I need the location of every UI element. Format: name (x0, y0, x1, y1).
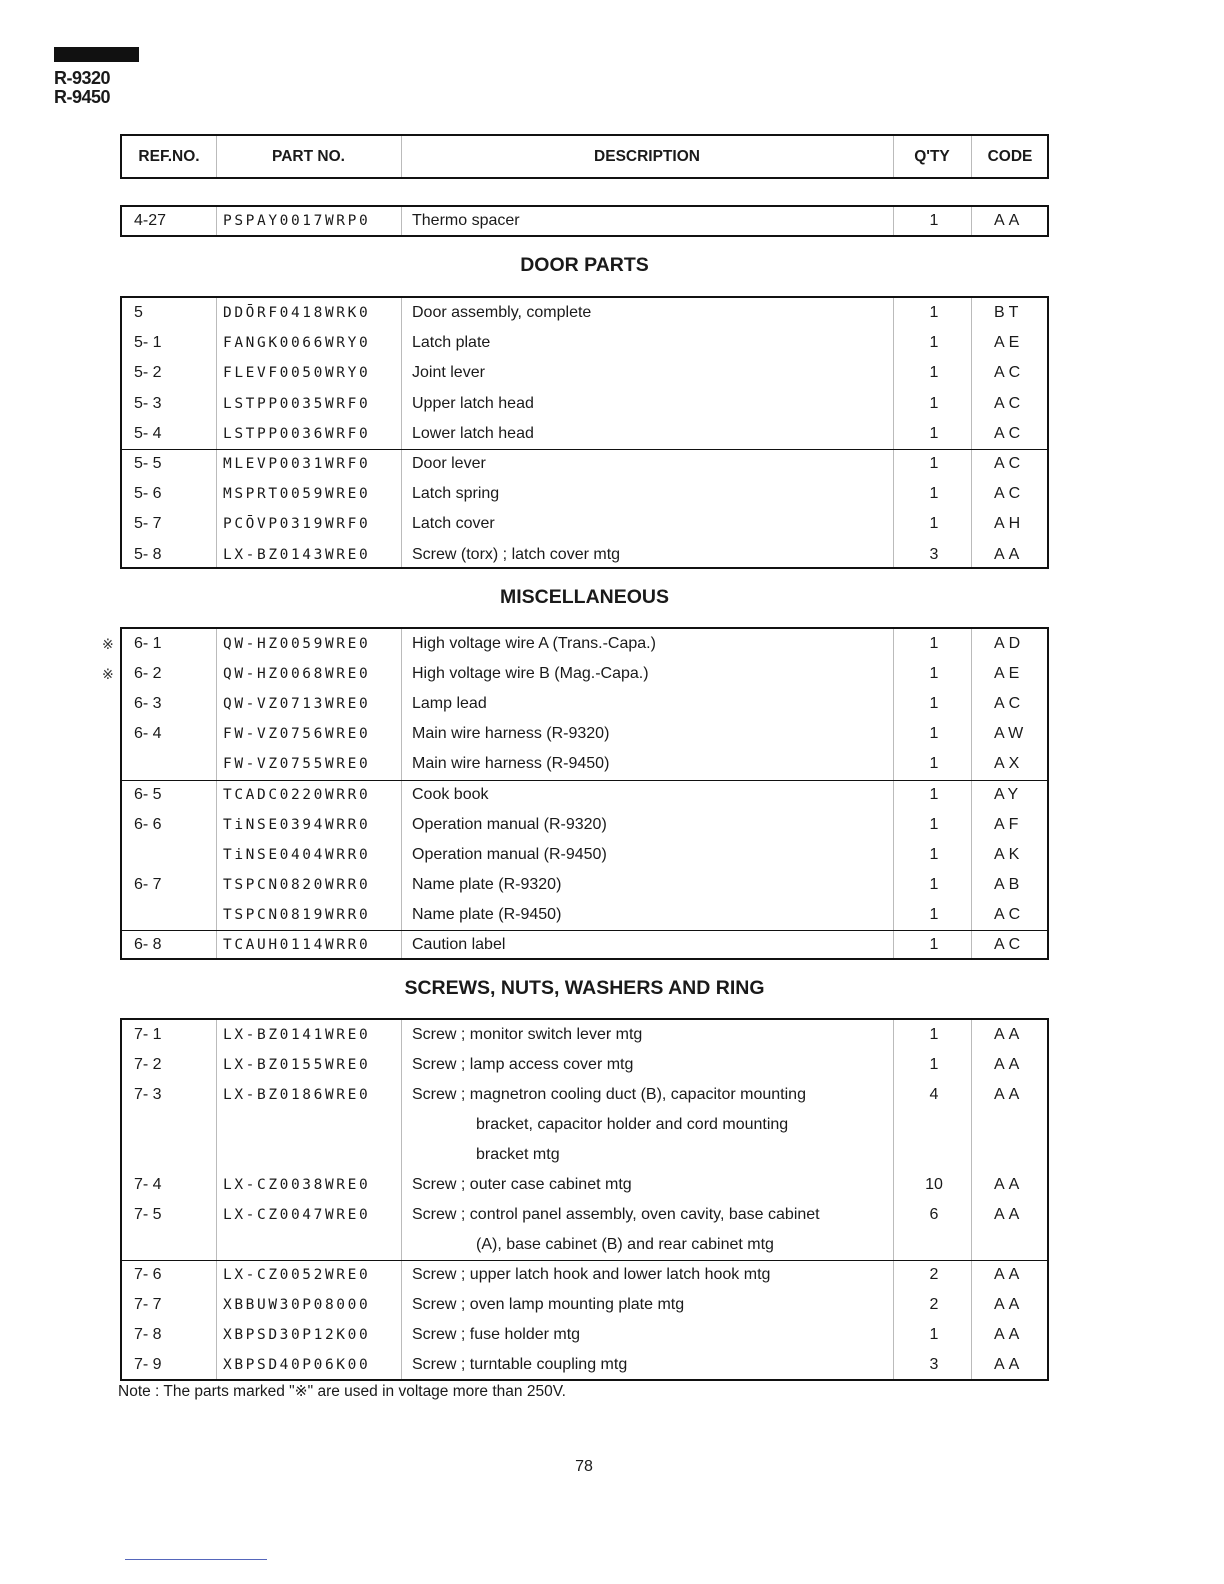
code: AC (994, 424, 1025, 442)
col-qty-header: Q'TY (914, 148, 950, 165)
description: Lower latch head (412, 424, 534, 442)
ref-no: 5- 1 (134, 334, 162, 352)
part-no: MLEVP0031WRF0 (223, 456, 371, 472)
part-no: TCAUH0114WRR0 (223, 937, 371, 953)
code: AA (994, 1206, 1024, 1223)
part-no: QW-HZ0059WRE0 (223, 636, 371, 652)
part-no: QW-VZ0713WRE0 (223, 696, 371, 713)
quantity: 2 (929, 1296, 939, 1313)
quantity: 6 (929, 1206, 939, 1223)
description: Caution label (412, 936, 506, 953)
ref-no: 6- 7 (134, 875, 162, 893)
ref-no: 6- 8 (134, 936, 162, 953)
description: bracket, capacitor holder and cord mounting (476, 1116, 789, 1133)
code: AA (994, 1266, 1024, 1283)
description: Cook book (412, 785, 489, 803)
ref-no: 5- 6 (134, 485, 162, 503)
ref-no: 4-27 (134, 212, 167, 229)
part-no: DDŌRF0418WRK0 (223, 305, 371, 321)
code: AX (994, 755, 1024, 773)
table-top (120, 205, 1049, 237)
part-no: XBBUW30P08000 (223, 1297, 371, 1313)
quantity: 1 (929, 635, 939, 652)
quantity: 1 (929, 1026, 939, 1043)
part-no: TSPCN0819WRR0 (223, 906, 371, 923)
part-no: LX-CZ0052WRE0 (223, 1267, 371, 1283)
ref-no: 6- 4 (134, 725, 162, 743)
quantity: 1 (929, 334, 939, 352)
description: Main wire harness (R-9450) (412, 755, 610, 773)
code: AE (994, 334, 1024, 352)
col-ref-header: REF.NO. (138, 148, 200, 165)
part-no: TSPCN0820WRR0 (223, 876, 371, 893)
description: Lamp lead (412, 695, 487, 713)
code: AC (994, 394, 1025, 412)
description: Latch plate (412, 334, 491, 352)
quantity: 1 (929, 665, 939, 683)
quantity: 1 (929, 485, 939, 503)
code: AB (994, 875, 1024, 893)
ref-no: 5- 2 (134, 364, 162, 382)
part-no: XBPSD40P06K00 (223, 1357, 371, 1373)
code: AA (994, 1326, 1024, 1343)
description: Operation manual (R-9320) (412, 815, 607, 833)
description: High voltage wire A (Trans.-Capa.) (412, 635, 656, 652)
part-no: LX-BZ0141WRE0 (223, 1027, 371, 1043)
ref-no: 5- 8 (134, 545, 162, 563)
description: High voltage wire B (Mag.-Capa.) (412, 665, 649, 683)
bottom-rule (125, 1559, 267, 1560)
part-no: PCŌVP0319WRF0 (223, 516, 371, 533)
ref-no: 7- 2 (134, 1056, 162, 1073)
quantity: 3 (929, 545, 939, 563)
ref-no: 6- 3 (134, 695, 162, 713)
part-no: LX-BZ0186WRE0 (223, 1087, 371, 1103)
header-black-bar (54, 47, 139, 62)
part-no: FW-VZ0756WRE0 (223, 726, 371, 743)
description: Screw (torx) ; latch cover mtg (412, 545, 621, 563)
quantity: 1 (929, 755, 939, 773)
description: Name plate (R-9450) (412, 905, 562, 923)
code: AC (994, 936, 1025, 953)
ref-no: 6- 5 (134, 785, 162, 803)
part-no: LX-BZ0155WRE0 (223, 1057, 371, 1073)
quantity: 1 (929, 905, 939, 923)
description: Screw ; fuse holder mtg (412, 1326, 581, 1343)
code: AA (994, 545, 1024, 563)
part-no: TiNSE0404WRR0 (223, 846, 371, 863)
quantity: 1 (929, 304, 939, 321)
code: AW (994, 725, 1028, 743)
description: Screw ; lamp access cover mtg (412, 1056, 634, 1073)
section-title-door-parts: DOOR PARTS (520, 254, 649, 276)
ref-no: 7- 8 (134, 1326, 162, 1343)
ref-no: 7- 5 (134, 1206, 162, 1223)
ref-no: 7- 4 (134, 1176, 162, 1193)
model-number-1: R-9320 (54, 68, 111, 88)
section-title-screws: SCREWS, NUTS, WASHERS AND RING (404, 977, 765, 999)
part-no: LX-BZ0143WRE0 (223, 546, 371, 563)
code: AA (994, 1356, 1024, 1373)
quantity: 1 (929, 785, 939, 803)
ref-no: 7- 3 (134, 1086, 162, 1103)
code: AA (994, 1296, 1024, 1313)
quantity: 1 (929, 815, 939, 833)
ref-no: 7- 1 (134, 1026, 162, 1043)
col-code-header: CODE (987, 148, 1033, 165)
part-no: XBPSD30P12K00 (223, 1327, 371, 1343)
column-header (120, 134, 1049, 179)
code: AC (994, 455, 1025, 472)
code: AC (994, 364, 1025, 382)
description: Operation manual (R-9450) (412, 845, 607, 863)
part-no: LSTPP0035WRF0 (223, 395, 371, 412)
part-no: MSPRT0059WRE0 (223, 486, 371, 503)
code: AE (994, 665, 1024, 683)
part-no: LX-CZ0047WRE0 (223, 1207, 371, 1223)
description: Screw ; outer case cabinet mtg (412, 1176, 632, 1193)
part-no: FANGK0066WRY0 (223, 335, 371, 352)
code: AA (994, 212, 1024, 229)
quantity: 1 (929, 394, 939, 412)
quantity: 1 (929, 455, 939, 472)
page-number: 78 (575, 1458, 593, 1475)
quantity: 4 (929, 1086, 939, 1103)
description: Screw ; turntable coupling mtg (412, 1356, 628, 1373)
code: BT (994, 304, 1023, 321)
description: Latch cover (412, 515, 495, 533)
description: Screw ; monitor switch lever mtg (412, 1026, 643, 1043)
description: Thermo spacer (412, 212, 520, 229)
part-no: TiNSE0394WRR0 (223, 816, 371, 833)
model-number-2: R-9450 (54, 87, 111, 107)
quantity: 1 (929, 936, 939, 953)
door-parts-table (120, 296, 1049, 569)
code: AH (994, 515, 1025, 533)
part-no: FLEVF0050WRY0 (223, 365, 371, 382)
ref-no: 6- 6 (134, 815, 162, 833)
description: Screw ; oven lamp mounting plate mtg (412, 1296, 685, 1313)
code: AK (994, 845, 1024, 863)
code: AD (994, 635, 1025, 652)
code: AA (994, 1026, 1024, 1043)
description: Screw ; control panel assembly, oven cavity, base cabinet (412, 1206, 820, 1223)
part-no: TCADC0220WRR0 (223, 786, 371, 803)
quantity: 1 (929, 695, 939, 713)
ref-no: 5 (134, 304, 143, 321)
description: Door lever (412, 455, 486, 472)
quantity: 1 (929, 212, 939, 229)
col-part-header: PART NO. (272, 148, 345, 165)
ref-no: 5- 3 (134, 394, 162, 412)
quantity: 3 (929, 1356, 939, 1373)
code: AA (994, 1056, 1024, 1073)
description: Door assembly, complete (412, 304, 592, 321)
description: Joint lever (412, 364, 485, 382)
part-no: QW-HZ0068WRE0 (223, 666, 371, 683)
code: AA (994, 1086, 1024, 1103)
description: Screw ; magnetron cooling duct (B), capacitor mounting (412, 1086, 806, 1103)
voltage-mark: ※ (102, 636, 114, 652)
screws-table (120, 1018, 1049, 1381)
ref-no: 6- 1 (134, 635, 162, 652)
code: AC (994, 905, 1025, 923)
code: AA (994, 1176, 1024, 1193)
miscellaneous-table (102, 627, 1049, 960)
part-no: PSPAY0017WRP0 (223, 213, 371, 229)
quantity: 1 (929, 725, 939, 743)
ref-no: 7- 6 (134, 1266, 162, 1283)
part-no: FW-VZ0755WRE0 (223, 756, 371, 773)
ref-no: 7- 7 (134, 1296, 162, 1313)
description: (A), base cabinet (B) and rear cabinet mtg (476, 1236, 774, 1253)
quantity: 1 (929, 364, 939, 382)
quantity: 1 (929, 1326, 939, 1343)
col-desc-header: DESCRIPTION (594, 148, 700, 165)
quantity: 10 (925, 1176, 943, 1193)
section-title-miscellaneous: MISCELLANEOUS (499, 586, 669, 608)
quantity: 1 (929, 845, 939, 863)
quantity: 1 (929, 1056, 939, 1073)
description: Name plate (R-9320) (412, 875, 562, 893)
part-no: LX-CZ0038WRE0 (223, 1177, 371, 1193)
code: AF (994, 815, 1023, 833)
code: AC (994, 695, 1025, 713)
footnote: Note : The parts marked "※" are used in voltage more than 250V. (118, 1383, 566, 1400)
description: Main wire harness (R-9320) (412, 725, 610, 743)
ref-no: 5- 4 (134, 424, 162, 442)
voltage-mark: ※ (102, 666, 114, 683)
ref-no: 7- 9 (134, 1356, 162, 1373)
quantity: 1 (929, 515, 939, 533)
description: Upper latch head (412, 394, 534, 412)
quantity: 1 (929, 875, 939, 893)
ref-no: 6- 2 (134, 665, 162, 683)
quantity: 2 (929, 1266, 939, 1283)
quantity: 1 (929, 424, 939, 442)
description: Screw ; upper latch hook and lower latch hook mtg (412, 1266, 771, 1283)
part-no: LSTPP0036WRF0 (223, 425, 371, 442)
description: Latch spring (412, 485, 500, 503)
code: AC (994, 485, 1025, 503)
description: bracket mtg (476, 1146, 560, 1163)
code: AY (994, 785, 1023, 803)
ref-no: 5- 7 (134, 515, 162, 533)
ref-no: 5- 5 (134, 455, 162, 472)
